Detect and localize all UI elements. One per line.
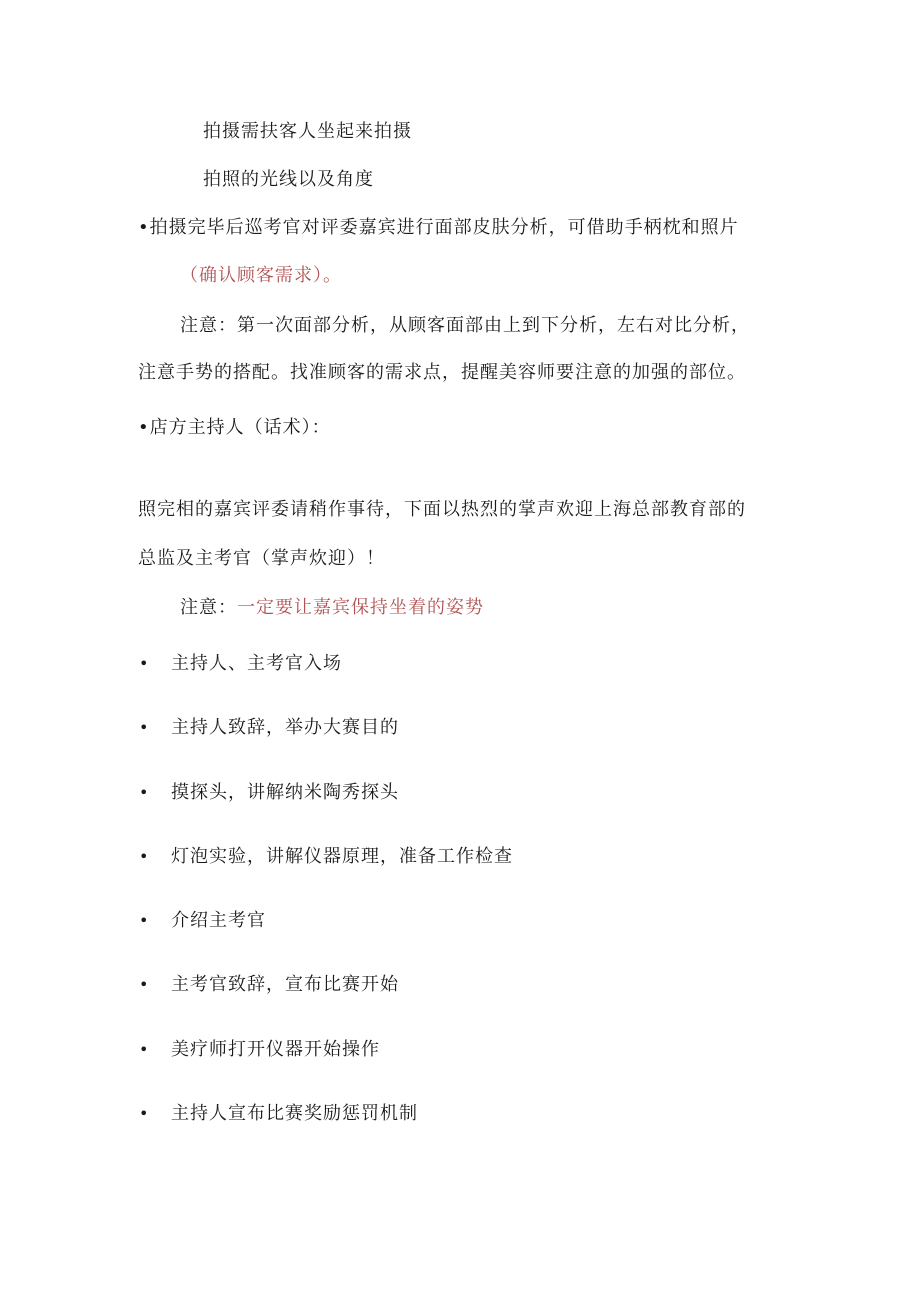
bullet-marker: •: [139, 911, 149, 930]
text-line-shooting-instruction: 拍摄需扶客人坐起来拍摄: [203, 121, 412, 142]
list-item-text: 主持人宣布比赛奖励惩罚机制: [171, 1103, 418, 1124]
bullet-marker: •: [139, 847, 149, 866]
text-line-host-speech-2: 总监及主考官（掌声炊迎）！: [138, 548, 385, 569]
list-item-text: 介绍主考官: [171, 910, 266, 931]
note-red-text: 一定要让嘉宾保持坐着的姿势: [237, 597, 484, 618]
note-prefix: 注意：: [180, 597, 237, 618]
text-line-lighting-angle: 拍照的光线以及角度: [203, 169, 374, 190]
text-line-host-script-heading: •店方主持人（话术）：: [138, 417, 331, 438]
bullet-marker: •: [139, 783, 149, 802]
list-item-text: 主持人致辞，举办大赛目的: [171, 717, 399, 738]
text-line-note-seated: [180, 596, 484, 620]
list-item-text: 主考官致辞，宣布比赛开始: [171, 974, 399, 995]
text-line-skin-analysis: •拍摄完毕后巡考官对评委嘉宾进行面部皮肤分析，可借助手柄枕和照片: [138, 217, 739, 238]
text-line-note-gesture: 注意手势的搭配。找准顾客的需求点，提醒美容师要注意的加强的部位。: [138, 362, 746, 383]
text-line-note-analysis: 注意：第一次面部分析，从顾客面部由上到下分析，左右对比分析，: [180, 315, 750, 336]
list-item-text: 摸探头，讲解纳米陶秀探头: [171, 782, 399, 803]
bullet-marker: •: [139, 975, 149, 994]
bullet-marker: •: [139, 1040, 149, 1059]
bullet-marker: •: [139, 1104, 149, 1123]
bullet-marker: •: [139, 718, 149, 737]
bullet-marker: •: [139, 654, 149, 673]
text-line-host-speech-1: 照完相的嘉宾评委请稍作事待，下面以热烈的掌声欢迎上海总部教育部的: [138, 499, 746, 520]
text-line-confirm-needs: （确认顾客需求）。: [180, 265, 342, 286]
list-item-text: 主持人、主考官入场: [171, 653, 342, 674]
list-item-text: 灯泡实验，讲解仪器原理，准备工作检查: [171, 846, 513, 867]
list-item-text: 美疗师打开仪器开始操作: [171, 1039, 380, 1060]
